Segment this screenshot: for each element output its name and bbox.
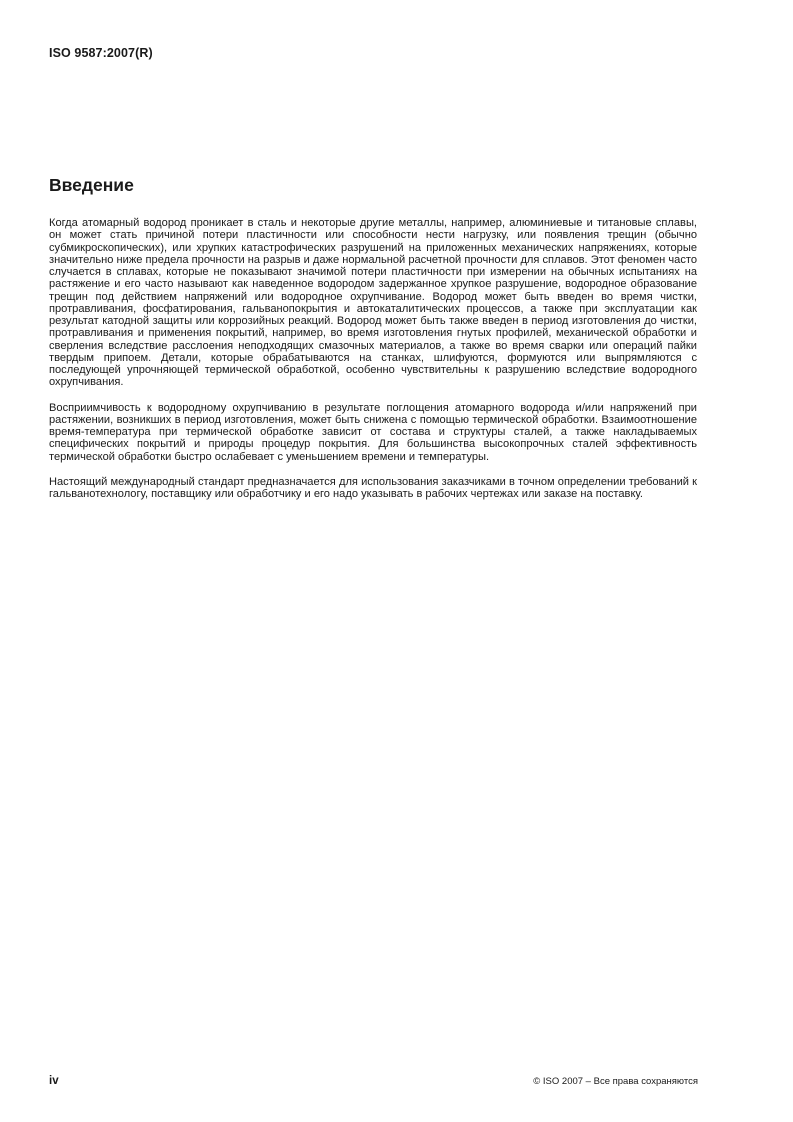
document-id: ISO 9587:2007(R) (49, 46, 153, 60)
copyright-notice: © ISO 2007 – Все права сохраняются (533, 1076, 698, 1087)
paragraph: Когда атомарный водород проникает в сталь и некоторые другие металлы, например, алюминиевые и титановые сплавы, он может стать причиной потери пластичности или способности нести нагрузку, или появления трещин (обычно субмикроскопических), или хрупких катастрофических разрушений на приложенных механических напряжениях, которые значительно ниже предела прочности на разрыв и даже нормальной расчетной прочности для сплавов. Этот феномен часто случается в сплавах, которые не показывают значимой потери пластичности при измерении на обычных испытаниях на растяжение и его часто называют как наведенное водородом задержанное хрупкое разрушение, водородное образование трещин под действием напряжений или водородное охрупчивание. Водород может быть введен во время чистки, протравливания, фосфатирования, гальванопокрытия и автокаталитических процессов, а также при эксплуатации как результат катодной защиты или коррозийных реакций. Водород может быть также введен в период изготовления до чистки, протравливания и применения покрытий, например, во время изготовления гнутых профилей, механической обработки и сверления вследствие расслоения неподходящих смазочных материалов, а также во время сварки или операций пайки твердым припоем. Детали, которые обрабатываются на станках, шлифуются, формуются или выпрямляются с последующей упрочняющей термической обработкой, особенно чувствительны к разрушению вследствие водородного охрупчивания. (49, 217, 697, 389)
paragraph: Настоящий международный стандарт предназначается для использования заказчиками в точном определении требований к гальванотехнологу, поставщику или обработчику и его надо указывать в рабочих чертежах или заказе на поставку. (49, 475, 697, 500)
section-body (49, 217, 697, 513)
page-number: iv (49, 1075, 59, 1087)
paragraph: Восприимчивость к водородному охрупчиванию в результате поглощения атомарного водорода и/или напряжений при растяжении, возникших в период изготовления, может быть снижена с помощью термической обработки. Взаимоотношение время-температура при термической обработке зависит от состава и структуры сталей, а также накладываемых специфических покрытий и природы процедур покрытия. Для большинства высокопрочных сталей эффективность термической обработки быстро ослабевает с уменьшением времени и температуры. (49, 401, 697, 463)
section-title: Введение (49, 175, 134, 195)
